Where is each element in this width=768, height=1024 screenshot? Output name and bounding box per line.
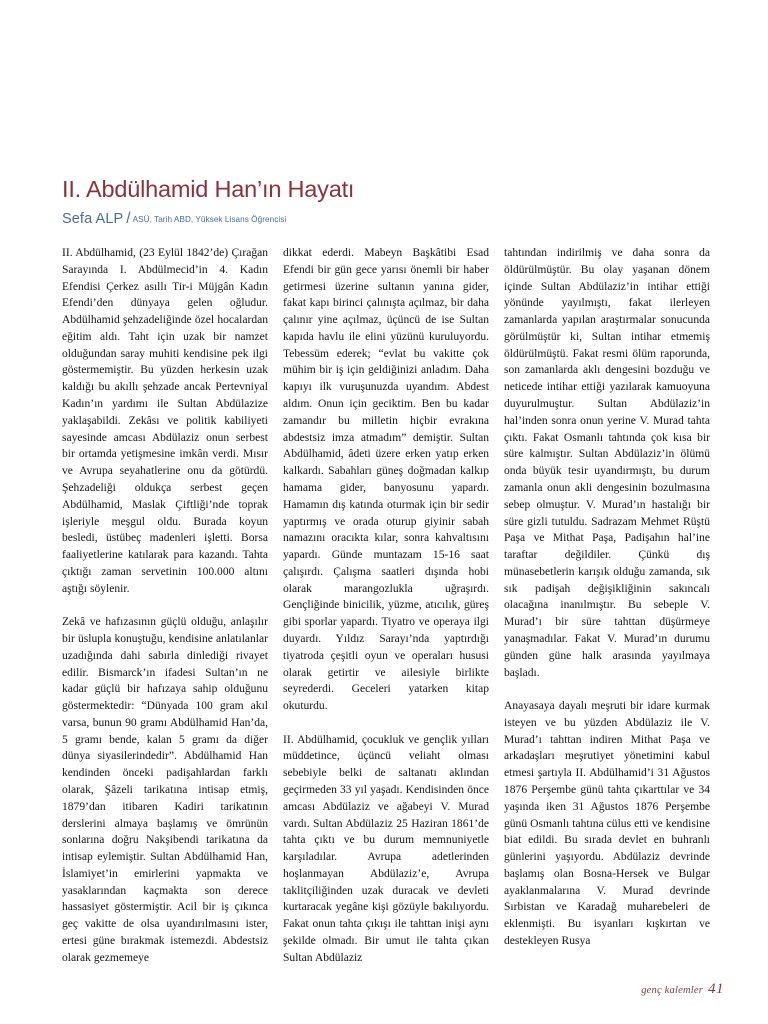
byline-separator: / xyxy=(126,210,131,228)
publication-name: genç kalemler xyxy=(641,985,703,996)
page-footer xyxy=(641,980,724,998)
article-body-columns xyxy=(62,245,710,975)
paragraph: II. Abdülhamid, (23 Eylül 1842’de) Çırağan Sarayında I. Abdülmecid’in 4. Kadın Efendisi Çerkez asıllı Tir-i Müjgân Kadın Efendi’den dünyaya gelen oğludur. Abdülhamid şehzadeliğinde özel hocalardan eğitim aldı. Taht için uzak bir namzet olduğundan saray muhiti kendisine pek ilgi göstermemiştir. Bu yüzden herkesin uzak kaldığı bu akıllı şehzade ancak Pertevniyal Kadın’ın yardımı ile Sultan Abdülazize yaklaşabildi. Zekâsı ve politik kabiliyeti sayesinde amcası Abdülaziz onun serbest bir ortamda yetişmesine imkân verdi. Mısır ve Avrupa seyahatlerine onu da götürdü. Şehzadeliği oldukça serbest geçen Abdülhamid, Maslak Çiftliği’nde toprak işleriyle meşgul oldu. Burada koyun besledi, üstübeç madenleri işletti. Borsa faaliyetlerine katılarak para kazandı. Tahta çıktığı zaman servetinin 100.000 altını aştığı söylenir. xyxy=(62,247,268,595)
text-column-3 xyxy=(504,245,710,975)
paragraph: dikkat ederdi. Mabeyn Başkâtibi Esad Efendi bir gün gece yarısı önemli bir haber getirmesi üzerine sultanın yanına gider, fakat kapı birinci çalınışta açılmaz, bir daha çalınır yine açılmaz, üçüncü de ise Sultan kapıda havlu ile elini yüzünü kuruluyordu. Tebessüm ederek; “evlat bu vakitte çok mühim bir iş için geldiğinizi anladım. Daha kapıyı ilk vuruşunuzda uyandım. Abdest aldım. Onun için geciktim. Ben bu kadar zamandır bu milletin hiçbir evrakına abdestsiz imza atmadım” demiştir. Sultan Abdülhamid, âdeti üzere erken yatıp erken kalkardı. Sabahları güneş doğmadan kalkıp hamama gider, banyosunu yapardı. Hamamın dış katında oturmak için bir sedir yaptırmış ve orada oturup giyinir sabah namazını oracıkta kılar, sonra kahvaltısını yapardı. Günde muntazam 15-16 saat çalışırdı. Çalışma saatleri dışında hobi olarak marangozlukla uğraşırdı. Gençliğinde binicilik, yüzme, atıcılık, güreş gibi sporlar yapardı. Tiyatro ve operaya ilgi duyardı. Yıldız Sarayı’nda yaptırdığı tiyatroda çeşitli oyun ve operaları hususi olarak getirtir ve ailesiyle birlikte seyrederdi. Geceleri yatarken kitap okuturdu. xyxy=(283,247,489,713)
paragraph: Anayasaya dayalı meşruti bir idare kurmak isteyen ve bu yüzden Abdülaziz ile V. Murad’ı tahttan indiren Mithat Paşa ve arkadaşları meşrutiyet yönetimini kabul etmesi şartıyla II. Abdülhamid’i 31 Ağustos 1876 Perşembe günü tahta çıkarttılar ve 34 yaşında iken 31 Ağustos 1876 Perşembe günü Osmanlı tahtına cülus etti ve kendisine biat edildi. Bu sırada devlet en buhranlı günlerini yaşıyordu. Abdülaziz devrinde başlamış olan Bosna-Hersek ve Bulgar ayaklanmalarına V. Murad devrinde Sırbistan ve Karadağ muharebeleri de eklenmişti. Bu isyanları kışkırtan ve destekleyen Rusya xyxy=(504,700,710,948)
text-column-2 xyxy=(283,245,489,975)
page-number: 41 xyxy=(708,981,724,997)
byline-author: Sefa ALP xyxy=(62,211,124,228)
paragraph: II. Abdülhamid, çocukluk ve gençlik yılları müddetince, üçüncü veliaht olması sebebiyle belki de saltanatı aklından geçirmeden 33 yıl yaşadı. Kendisinden önce amcası Abdülaziz ve ağabeyi V. Murad vardı. Sultan Abdülaziz 25 Haziran 1861’de tahta çıktı ve bu durum memnuniyetle karşıladılar. Avrupa adetlerinden hoşlanmayan Abdülaziz’e, Avrupa taklitçiliğinden uzak duracak ve devleti kurtaracak yegâne kişi gözüyle bakılıyordu. Fakat onun tahta çıkışı ile tahttan inişi aynı şekilde olmadı. Bir umut ile tahta çıkan Sultan Abdülaziz xyxy=(283,733,489,964)
byline xyxy=(62,211,712,227)
text-column-1 xyxy=(62,245,268,975)
page-title: II. Abdülhamid Han’ın Hayatı xyxy=(62,176,355,202)
byline-affiliation: ASÜ, Tarih ABD, Yüksek Lisans Öğrencisi xyxy=(132,215,287,225)
article-header xyxy=(62,176,712,227)
paragraph: tahtından indirilmiş ve daha sonra da öldürülmüştür. Bu olay yaşanan dönem içinde Sultan Abdülaziz’in intihar ettiği yönünde yayılmıştı, fakat ilerleyen zamanlarda yapılan araştırmalar sonucunda görülmüştür ki, Sultan intihar etmemiş öldürülmüştü. Fakat resmi ölüm raporunda, son zamanlarda aklı dengesini bozduğu ve neticede intihar ettiği yazılarak kamuoyuna duyurulmuştur. Sultan Abdülaziz’in hal’inden sonra onun yerine V. Murad tahta çıktı. Fakat Osmanlı tahtında çok kısa bir süre kalmıştır. Sultan Abdülaziz’in ölümü onda büyük tesir uyandırmıştı, bu durum zamanla onun akli dengesinin bozulmasına sebep olmuştur. V. Murad’ın hastalığı bir süre gizli tutuldu. Sadrazam Mehmet Rüştü Paşa ve Mithat Paşa, Padişahın hal’ine taraftar değildiler. Çünkü dış münasebetlerin karışık olduğu zamanda, sık sık padişah değişikliğinin sakıncalı olacağına inanılmıştır. Bu sebeple V. Murad’ı bir süre tahttan düşürmeye yanaşmadılar. Fakat V. Murad’ın durumu günden güne halk arasında yayılmaya başladı. xyxy=(504,247,710,679)
paragraph: Zekâ ve hafızasının güçlü olduğu, anlaşılır bir üslupla konuştuğu, kendisine anlatılanlar uzadığında dahi sabırla dinlediği rivayet edilir. Bismarck’ın ifadesi Sultan’ın ne kadar güçlü bir hafızaya sahip olduğunu göstermektedir: “Dünyada 100 gram akıl varsa, bunun 90 gramı Abdülhamid Han’da, 5 gramı bende, kalan 5 gramı da diğer dünya siyasilerindedir”. Abdülhamid Han kendinden önceki padişahlardan farklı olarak, Şâzeli tarikatına intisap etmiş, 1879’dan itibaren Kadiri tarikatının derslerini almaya başlamış ve ömrünün sonlarına doğru Nakşibendi tarikatına da intisap eylemiştir. Sultan Abdülhamid Han, İslamiyet’in emirlerini yapmakta ve yasaklarından kaçmakta son derece hassasiyet göstermiştir. Acil bir iş çıkınca geç vakitte de olsa uyandırılmasını ister, ertesi güne bırakmak istemezdi. Abdestsiz olarak gezmemeye xyxy=(62,616,268,964)
